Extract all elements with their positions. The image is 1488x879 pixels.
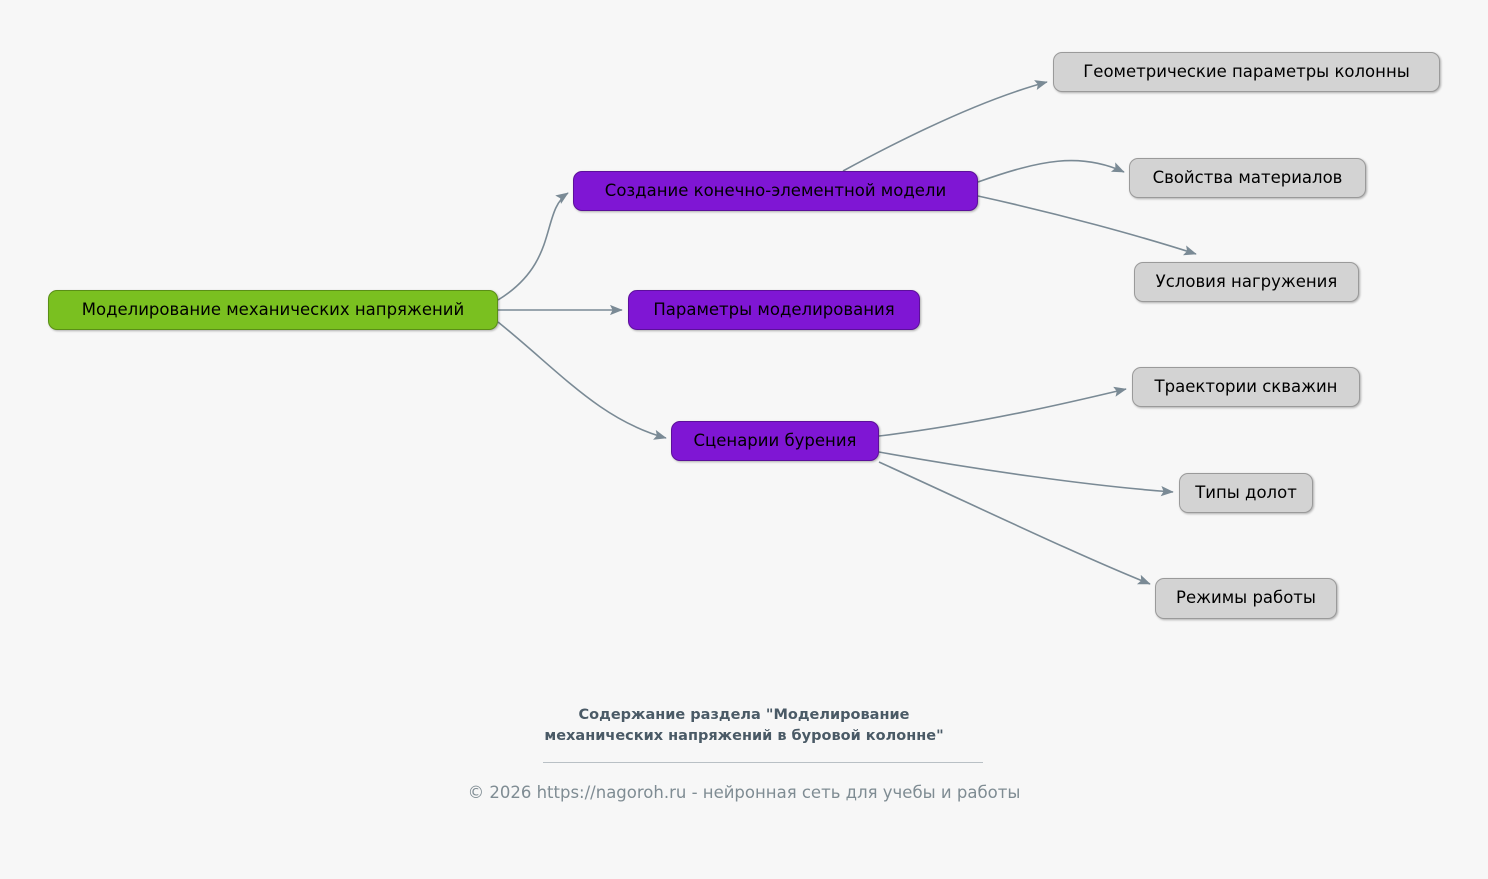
- node-loading-conditions[interactable]: [1134, 262, 1359, 302]
- node-bit-types[interactable]: [1179, 473, 1313, 513]
- node-bit-types-label: Типы долот: [1195, 482, 1297, 502]
- node-drilling-scenarios-label: Сценарии бурения: [693, 430, 857, 450]
- node-root-label: Моделирование механических напряжений: [81, 299, 465, 319]
- node-geometry-parameters[interactable]: [1053, 52, 1440, 92]
- node-fem-model-label: Создание конечно-элементной модели: [604, 180, 947, 200]
- edge-root-to-scenarios: [498, 322, 666, 438]
- node-material-properties-label: Свойства материалов: [1152, 167, 1343, 187]
- edge-fem-to-loading: [978, 196, 1196, 254]
- footer-text: © 2026 https://nagoroh.ru - нейронная сеть для учебы и работы: [467, 783, 1021, 802]
- node-operating-modes-label: Режимы работы: [1176, 588, 1316, 608]
- node-geometry-parameters-label: Геометрические параметры колонны: [1083, 61, 1410, 81]
- node-drilling-scenarios[interactable]: [671, 421, 879, 461]
- edge-fem-to-geometry: [843, 82, 1047, 171]
- diagram-caption: [0, 705, 1488, 747]
- node-well-trajectories-label: Траектории скважин: [1154, 376, 1338, 396]
- node-well-trajectories[interactable]: [1132, 367, 1360, 407]
- edge-scenarios-to-trajectories: [879, 389, 1126, 436]
- node-operating-modes[interactable]: [1155, 578, 1337, 619]
- caption-line-1: Содержание раздела "Моделирование: [578, 707, 910, 723]
- edge-scenarios-to-modes: [879, 462, 1150, 584]
- edge-fem-to-materials: [978, 161, 1124, 182]
- node-loading-conditions-label: Условия нагружения: [1155, 271, 1338, 291]
- edge-root-to-fem: [498, 193, 568, 300]
- node-root[interactable]: [48, 290, 498, 330]
- edge-scenarios-to-bits: [879, 452, 1173, 492]
- caption-line-2: механических напряжений в буровой колонне": [544, 728, 944, 745]
- node-material-properties[interactable]: [1129, 158, 1366, 198]
- node-modeling-parameters-label: Параметры моделирования: [653, 299, 895, 319]
- caption-divider: [543, 762, 983, 763]
- node-fem-model[interactable]: [573, 171, 978, 211]
- node-modeling-parameters[interactable]: [628, 290, 920, 330]
